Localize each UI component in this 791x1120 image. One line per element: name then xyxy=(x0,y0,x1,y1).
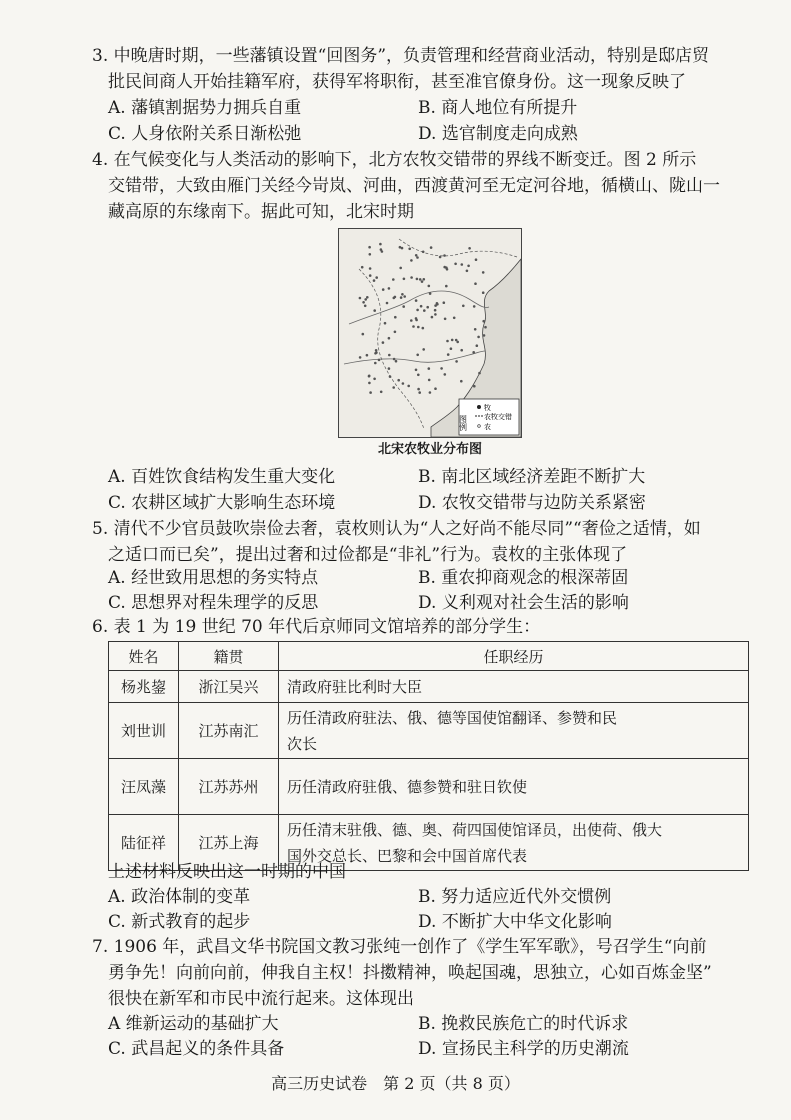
settlement-dot xyxy=(473,305,476,308)
settlement-dot xyxy=(443,266,446,269)
table-cell-name: 陆征祥 xyxy=(109,815,179,871)
settlement-dot xyxy=(477,336,480,339)
settlement-dot xyxy=(410,319,413,322)
settlement-dot xyxy=(455,360,458,363)
table-cell-career-line1: 历任清末驻俄、德、奥、荷四国使馆译员，出使荷、俄大 xyxy=(287,820,663,839)
table-cell-origin: 江苏南汇 xyxy=(179,703,279,759)
settlement-dot xyxy=(375,351,378,354)
settlement-dot xyxy=(412,325,415,328)
settlement-dot xyxy=(422,348,425,351)
settlement-dot xyxy=(421,280,424,283)
map-legend-item-pastoral: 牧 xyxy=(484,404,491,412)
q3-stem-line1: 3. 中晚唐时期，一些藩镇设置“回图务”，负责管理和经营商业活动，特别是邸店贸 xyxy=(92,46,710,66)
settlement-dot xyxy=(388,354,391,357)
q4-option-a: A. 百姓饮食结构发生重大变化 xyxy=(108,467,336,487)
settlement-dot xyxy=(368,382,371,385)
settlement-dot xyxy=(426,306,429,309)
settlement-dot xyxy=(484,326,487,329)
settlement-dot xyxy=(366,296,369,299)
settlement-dot xyxy=(361,266,364,269)
q6-option-a: A. 政治体制的变革 xyxy=(108,887,251,907)
settlement-dot xyxy=(379,243,382,246)
table-row xyxy=(109,759,749,815)
settlement-dot xyxy=(369,267,372,270)
table-cell-name: 汪凤藻 xyxy=(109,759,179,815)
settlement-dot xyxy=(415,299,418,302)
q3-option-d: D. 选官制度走向成熟 xyxy=(418,124,578,144)
settlement-dot xyxy=(408,248,411,251)
map-figure xyxy=(339,229,521,437)
settlement-dot xyxy=(462,305,465,308)
settlement-dot xyxy=(466,270,469,273)
settlement-dot xyxy=(446,340,449,343)
settlement-dot xyxy=(422,251,425,254)
settlement-dot xyxy=(373,279,376,282)
table-cell-career-line1: 清政府驻比利时大臣 xyxy=(287,678,423,696)
settlement-dot xyxy=(400,296,403,299)
boundary-line xyxy=(359,269,424,429)
settlement-dot xyxy=(430,246,433,249)
q4-option-b: B. 南北区域经济差距不断扩大 xyxy=(418,467,646,487)
q6-option-c: C. 新式教育的起步 xyxy=(108,912,251,932)
settlement-dot xyxy=(373,378,376,381)
settlement-dot xyxy=(472,351,475,354)
settlement-dot xyxy=(401,247,404,250)
settlement-dot xyxy=(393,358,396,361)
settlement-dot xyxy=(475,258,478,261)
settlement-dot xyxy=(453,317,456,320)
settlement-dot xyxy=(423,278,426,281)
map-legend-title: 图例 xyxy=(458,415,468,431)
settlement-dot xyxy=(416,256,419,259)
settlement-dot xyxy=(415,317,418,320)
q4-option-c: C. 农耕区域扩大影响生态环境 xyxy=(108,493,336,513)
table-cell-career xyxy=(279,671,749,703)
table-header-name: 姓名 xyxy=(109,642,179,671)
yangtze-river xyxy=(344,351,485,364)
settlement-dot xyxy=(428,367,431,370)
q6-stem-after: 上述材料反映出这一时期的中国 xyxy=(108,862,346,882)
table-row xyxy=(109,671,749,703)
q4-option-d: D. 农牧交错带与边防关系紧密 xyxy=(418,493,646,513)
settlement-dot xyxy=(403,295,406,298)
settlement-dot xyxy=(362,301,365,304)
settlement-dot xyxy=(473,385,476,388)
settlement-dot xyxy=(445,285,448,288)
table-cell-career-line2: 国外交总长、巴黎和会中国首席代表 xyxy=(287,846,528,865)
settlement-dot xyxy=(368,246,371,249)
settlement-dot xyxy=(382,288,385,291)
settlement-dot xyxy=(417,326,420,329)
settlement-dot xyxy=(382,341,385,344)
table-cell-career-line1: 历任清政府驻俄、德参赞和驻日钦使 xyxy=(287,778,528,796)
settlement-dots xyxy=(359,243,487,394)
settlement-dot xyxy=(386,302,389,305)
settlement-dot xyxy=(423,309,426,312)
settlement-dot xyxy=(483,334,486,337)
settlement-dot xyxy=(440,367,443,370)
yellow-river xyxy=(349,291,489,324)
settlement-dot xyxy=(394,331,397,334)
settlement-dot xyxy=(380,248,383,251)
settlement-dot xyxy=(388,337,391,340)
q7-option-d: D. 宣扬民主科学的历史潮流 xyxy=(418,1039,629,1059)
settlement-dot xyxy=(395,360,398,363)
northern-song-map xyxy=(338,228,522,438)
settlement-dot xyxy=(429,391,432,394)
settlement-dot xyxy=(429,292,432,295)
table-cell-origin: 浙江吴兴 xyxy=(179,671,279,703)
settlement-dot xyxy=(450,347,453,350)
settlement-dot xyxy=(389,375,392,378)
table-header-row xyxy=(109,642,749,671)
settlement-dot xyxy=(369,391,372,394)
q7-stem-line1: 7. 1906 年，武昌文华书院国文教习张纯一创作了《学生军军歌》，号召学生“向前 xyxy=(92,937,707,957)
settlement-dot xyxy=(428,379,431,382)
q5-option-d: D. 义利观对社会生活的影响 xyxy=(418,593,629,613)
settlement-dot xyxy=(375,349,378,352)
settlement-dot xyxy=(416,309,419,312)
settlement-dot xyxy=(366,354,369,357)
table-cell-career-line2: 次长 xyxy=(287,734,318,753)
settlement-dot xyxy=(434,309,437,312)
settlement-dot xyxy=(362,333,365,336)
settlement-dot xyxy=(444,373,447,376)
settlement-dot xyxy=(468,247,471,250)
settlement-dot xyxy=(439,256,442,259)
q5-option-c: C. 思想界对程朱理学的反思 xyxy=(108,593,319,613)
settlement-dot xyxy=(415,369,418,372)
q5-stem-line1: 5. 清代不少官员鼓吹崇俭去奢，袁枚则认为“人之好尚不能尽同”“奢俭之适情，如 xyxy=(92,519,701,539)
q3-stem-line2: 批民间商人开始挂籍军府，获得军将职衔，甚至准官僚身份。这一现象反映了 xyxy=(108,72,686,92)
settlement-dot xyxy=(482,320,485,323)
q5-option-b: B. 重农抑商观念的根深蒂固 xyxy=(418,568,629,588)
table-header-career: 任职经历 xyxy=(279,642,749,671)
settlement-dot xyxy=(416,354,419,357)
legend-pastoral-marker xyxy=(477,405,481,409)
page-footer: 高三历史试卷 第 2 页（共 8 页） xyxy=(271,1074,520,1093)
settlement-dot xyxy=(420,305,423,308)
settlement-dot xyxy=(399,267,402,270)
student-table xyxy=(108,641,749,871)
table-cell-origin: 江苏上海 xyxy=(179,815,279,871)
settlement-dot xyxy=(415,254,418,257)
settlement-dot xyxy=(478,372,481,375)
settlement-dot xyxy=(373,309,376,312)
settlement-dot xyxy=(443,254,446,257)
settlement-dot xyxy=(407,385,410,388)
settlement-dot xyxy=(417,388,420,391)
settlement-dot xyxy=(380,391,383,394)
settlement-dot xyxy=(410,276,413,279)
map-caption: 北宋农牧业分布图 xyxy=(377,442,482,457)
table-row xyxy=(109,703,749,759)
settlement-dot xyxy=(460,349,463,352)
settlement-dot xyxy=(444,318,447,321)
settlement-dot xyxy=(369,253,372,256)
settlement-dot xyxy=(474,282,477,285)
q4-stem-line2: 交错带，大致由雁门关经今岢岚、河曲，西渡黄河至无定河谷地，循横山、陇山一 xyxy=(108,176,720,196)
settlement-dot xyxy=(402,305,405,308)
settlement-dot xyxy=(460,380,463,383)
settlement-dot xyxy=(388,287,391,290)
table-cell-career xyxy=(279,703,749,759)
settlement-dot xyxy=(428,285,431,288)
map-legend-item-farming: 农 xyxy=(484,423,491,431)
settlement-dot xyxy=(384,322,387,325)
settlement-dot xyxy=(392,278,395,281)
q3-option-a: A. 藩镇割据势力拥兵自重 xyxy=(108,98,302,118)
q6-option-b: B. 努力适应近代外交惯例 xyxy=(418,887,612,907)
settlement-dot xyxy=(482,291,485,294)
q7-stem-line2: 勇争先！向前向前，伸我自主权！抖擞精神，唤起国魂，思独立，心如百炼金坚” xyxy=(108,963,712,983)
q6-option-d: D. 不断扩大中华文化影响 xyxy=(418,912,612,932)
settlement-dot xyxy=(422,327,425,330)
settlement-dot xyxy=(434,313,437,316)
q3-option-c: C. 人身依附关系日渐松弛 xyxy=(108,124,302,144)
settlement-dot xyxy=(364,298,367,301)
map-legend-item-transition: 农牧交错 xyxy=(484,413,512,421)
settlement-dot xyxy=(417,374,420,377)
settlement-dot xyxy=(454,263,457,266)
table-cell-career xyxy=(279,815,749,871)
table-header-origin: 籍贯 xyxy=(179,642,279,671)
q7-option-c: C. 武昌起义的条件具备 xyxy=(108,1039,285,1059)
q7-option-b: B. 挽救民族危亡的时代诉求 xyxy=(418,1014,629,1034)
settlement-dot xyxy=(436,302,439,305)
settlement-dot xyxy=(374,362,377,365)
table-cell-name: 杨兆鋆 xyxy=(109,671,179,703)
settlement-dot xyxy=(368,375,371,378)
settlement-dot xyxy=(476,344,479,347)
table-cell-career xyxy=(279,759,749,815)
settlement-dot xyxy=(403,278,406,281)
settlement-dot xyxy=(401,293,404,296)
q7-option-a: A 维新运动的基础扩大 xyxy=(108,1014,279,1034)
settlement-dot xyxy=(461,263,464,266)
settlement-dot xyxy=(455,339,458,342)
table-cell-name: 刘世训 xyxy=(109,703,179,759)
settlement-dot xyxy=(402,382,405,385)
q3-option-b: B. 商人地位有所提升 xyxy=(418,98,578,118)
settlement-dot xyxy=(443,301,446,304)
settlement-dot xyxy=(359,297,362,300)
settlement-dot xyxy=(418,391,421,394)
settlement-dot xyxy=(482,271,485,274)
settlement-dot xyxy=(416,278,419,281)
table-cell-career-line1: 历任清政府驻法、俄、德等国使馆翻译、参赞和民 xyxy=(287,708,618,727)
settlement-dot xyxy=(369,274,372,277)
settlement-dot xyxy=(431,316,434,319)
settlement-dot xyxy=(397,379,400,382)
q5-stem-line2: 之适口而已矣”，提出过奢和过俭都是“非礼”行为。袁枚的主张体现了 xyxy=(108,545,628,565)
settlement-dot xyxy=(359,356,362,359)
settlement-dot xyxy=(364,305,367,308)
settlement-dot xyxy=(434,387,437,390)
settlement-dot xyxy=(447,353,450,356)
settlement-dot xyxy=(419,278,422,281)
settlement-dot xyxy=(394,296,397,299)
settlement-dot xyxy=(467,265,470,268)
settlement-dot xyxy=(474,328,477,331)
q5-option-a: A. 经世致用思想的务实特点 xyxy=(108,568,319,588)
q4-stem-line3: 藏高原的东缘南下。据此可知，北宋时期 xyxy=(108,202,414,222)
settlement-dot xyxy=(451,339,454,342)
settlement-dot xyxy=(394,316,397,319)
table-cell-origin: 江苏苏州 xyxy=(179,759,279,815)
settlement-dot xyxy=(378,359,381,362)
settlement-dot xyxy=(392,386,395,389)
q4-stem-line1: 4. 在气候变化与人类活动的影响下，北方农牧交错带的界线不断变迁。图 2 所示 xyxy=(92,150,697,170)
settlement-dot xyxy=(446,268,449,271)
settlement-dot xyxy=(375,276,378,279)
q6-stem-line1: 6. 表 1 为 19 世纪 70 年代后京师同文馆培养的部分学生： xyxy=(92,617,541,637)
settlement-dot xyxy=(410,259,413,262)
settlement-dot xyxy=(388,367,391,370)
q7-stem-line3: 很快在新军和市民中流行起来。这体现出 xyxy=(108,989,414,1009)
